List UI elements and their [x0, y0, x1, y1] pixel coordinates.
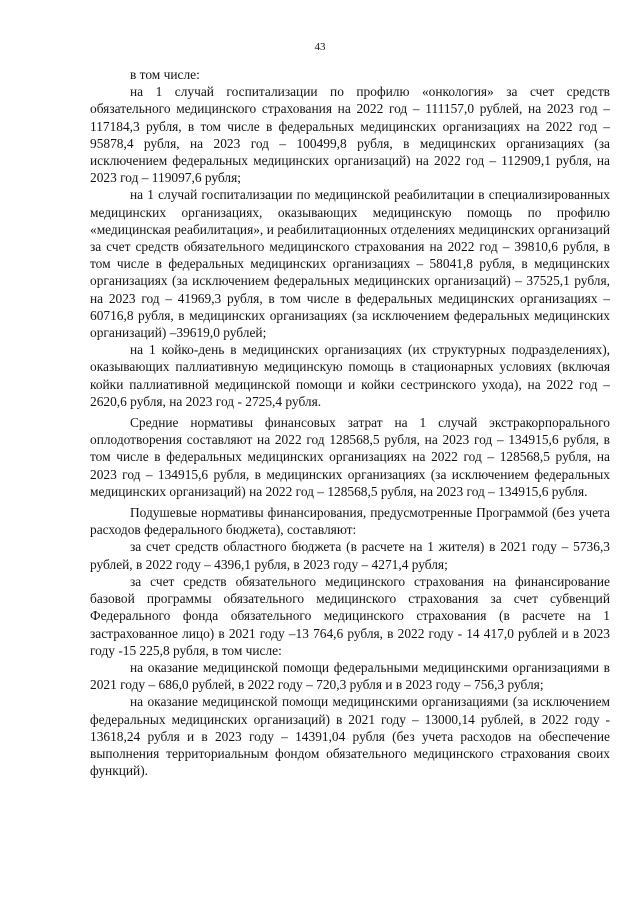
paragraph-regional-budget: за счет средств областного бюджета (в расчете на 1 жителя) в 2021 году – 5736,3 рублей, в 2022 году – 4396,1 рубля, в 2023 году – 4271,4 рубля; — [90, 539, 610, 572]
paragraph-intro: в том числе: — [130, 67, 200, 82]
paragraph-federal-organizations: на оказание медицинской помощи федеральными медицинскими организациями в 2021 году – 686,0 рублей, в 2022 году – 720,3 рубля и в 2023 году – 756,3 рубля; — [90, 659, 610, 693]
document-body — [90, 66, 610, 779]
paragraph-oncology: на 1 случай госпитализации по профилю «онкология» за счет средств обязательного медицинского страхования на 2022 год – 111157,0 рублей, на 2023 год – 117184,3 рубля, в том числе в федеральных медицинских организациях на 2022 год – 95878,4 рубля, на 2023 год – 100499,8 рубля, в медицинских организациях (за исключением федеральных медицинских организаций) на 2022 год – 112909,1 рубля, на 2023 год – 119097,6 рубля; — [90, 84, 610, 186]
paragraph-palliative-bed-day: на 1 койко-день в медицинских организациях (их структурных подразделениях), оказывающих паллиативную медицинскую помощь в стационарных условиях (включая койки паллиативной медицинской помощи и койки сестринского ухода), на 2022 год – 2620,6 рубля, на 2023 год - 2725,4 рубля. — [90, 342, 610, 409]
paragraph-rehabilitation: на 1 случай госпитализации по медицинской реабилитации в специализированных медицинских организациях, оказывающих медицинскую помощь по профилю «медицинская реабилитация», и реабилитационных отделениях медицинских организаций за счет средств обязательного медицинского страхования на 2022 год – 39810,6 рубля, в том числе в федеральных медицинских организациях – 58041,8 рубля, в медицинских организациях (за исключением федеральных медицинских организаций) – 37525,1 рубля, на 2023 год – 41969,3 рубля, в том числе в федеральных медицинских организациях – 60716,8 рубля, в медицинских организациях (за исключением федеральных медицинских организаций) –39619,0 рублей; — [90, 187, 610, 341]
paragraph-eco-norms: Средние нормативы финансовых затрат на 1 случай экстракорпорального оплодотворения составляют на 2022 год 128568,5 рубля, на 2023 год – 134915,6 рубля, в том числе в федеральных медицинских организациях на 2022 год – 128568,5 рубля, на 2023 год – 134915,6 рубля, в медицинских организациях (за исключением федеральных медицинских организаций) на 2022 год – 128568,5 рубля, на 2023 год – 134915,6 рубля. — [90, 415, 610, 499]
paragraph-per-capita-intro: Подушевые нормативы финансирования, предусмотренные Программой (без учета расходов федерального бюджета), составляют: — [90, 505, 610, 538]
paragraph-oms-funding: за счет средств обязательного медицинского страхования на финансирование базовой программы обязательного медицинского страхования за счет субвенций Федерального фонда обязательного медицинского страхования (в расчете на 1 застрахованное лицо) в 2021 году –13 764,6 рубля, в 2022 году - 14 417,0 рублей и в 2023 году -15 225,8 рубля, в том числе: — [90, 573, 610, 658]
page-number: 43 — [314, 41, 326, 53]
paragraph-other-organizations: на оказание медицинской помощи медицинскими организациями (за исключением федеральных медицинских организаций) в 2021 году – 13000,14 рублей, в 2022 году - 13618,24 рубля и в 2023 году – 14391,04 рубля (без учета расходов на обеспечение выполнения территориальным фондом обязательного медицинского страхования своих функций). — [90, 694, 610, 779]
